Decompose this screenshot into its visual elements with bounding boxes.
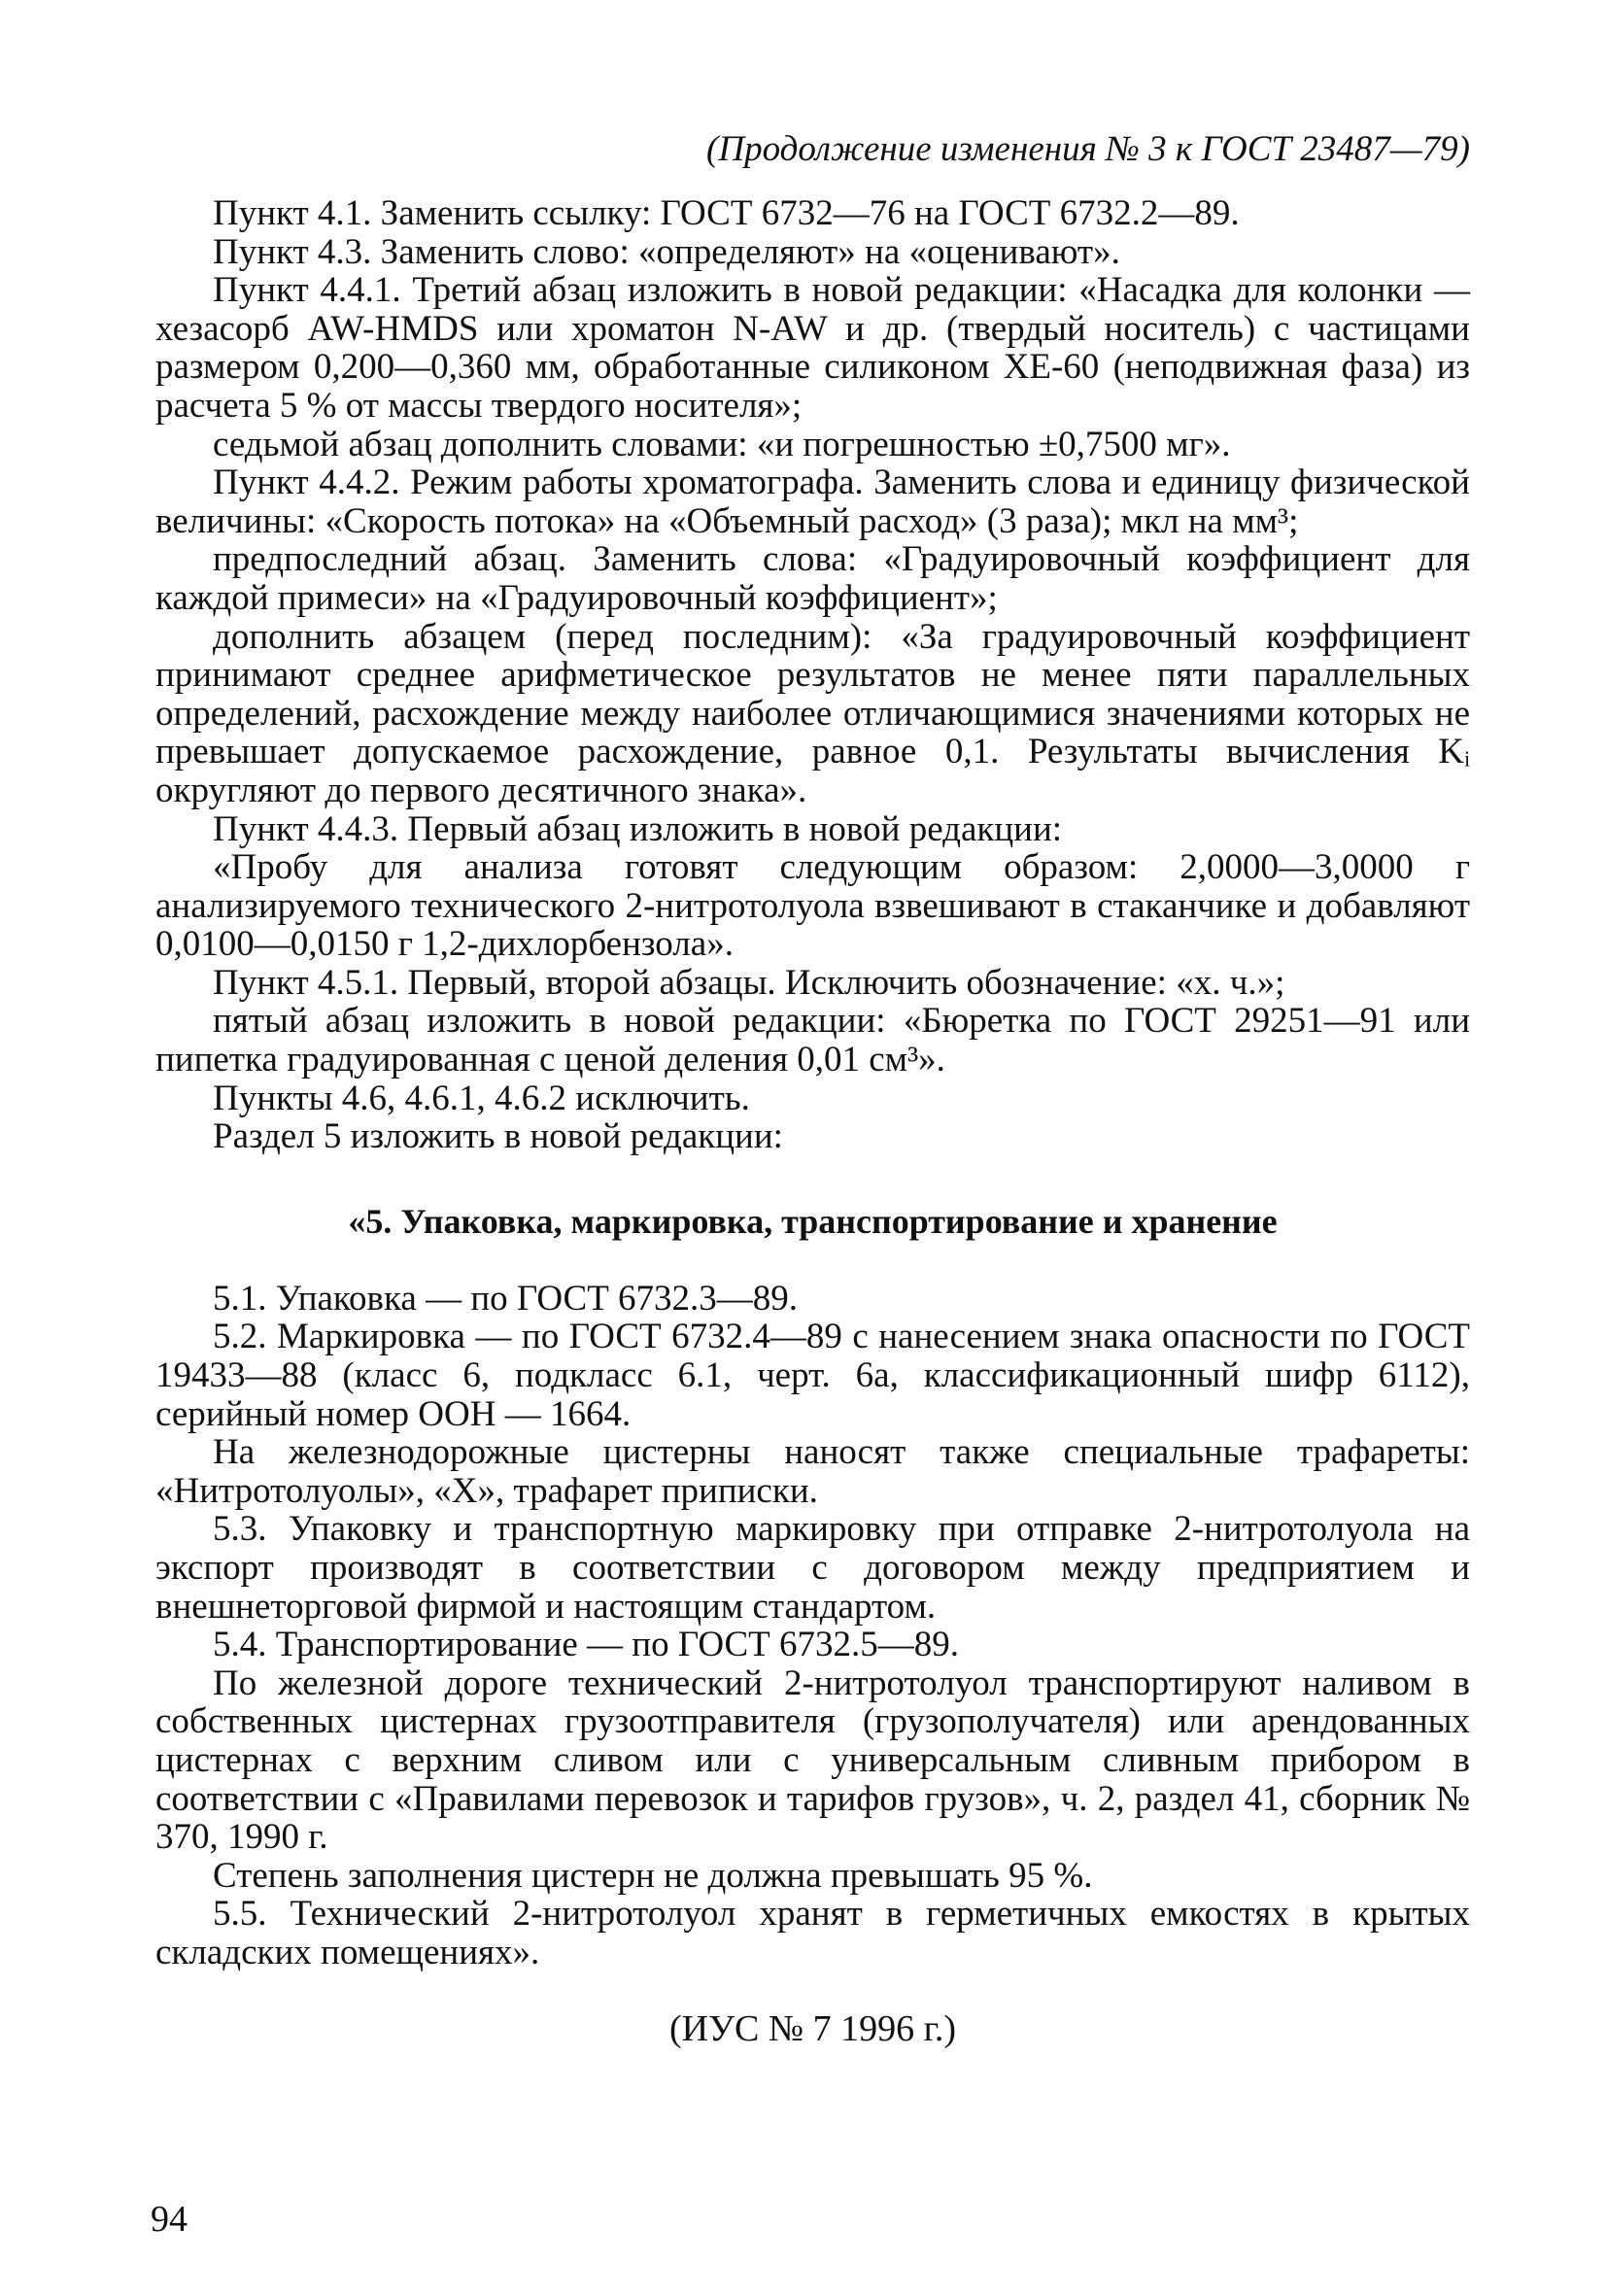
paragraph: Пункт 4.3. Заменить слово: «определяют» на «оценивают». [213,231,1120,272]
paragraph: седьмой абзац дополнить словами: «и погрешностью ±0,7500 мг». [213,424,1231,464]
paragraph: дополнить абзацем (перед последним): «За градуировочный коэффициент принимают среднее арифметическое результатов не менее пяти параллельных определений, расхождение между наиболее отличающимися значениями которых не превышает допускаемое расхождение, равное 0,1. Результаты вычисления Kᵢ округляют до первого десятичного знака». [155,616,1470,810]
paragraph: Пункт 4.4.1. Третий абзац изложить в новой редакции: «Насадка для колонки — хезасорб AW-HMDS или хроматон N-AW и др. (твердый носитель) с частицами размером 0,200—0,360 мм, обработанные силиконом ХЕ-60 (неподвижная фаза) из расчета 5 % от массы твердого носителя»; [155,270,1470,426]
paragraph: По железной дороге технический 2-нитротолуол транспортируют наливом в собственных цистернах грузоотправителя (грузополучателя) или арендованных цистернах с верхним сливом или с универсальным сливным прибором в соответствии с «Правилами перевозок и тарифов грузов», ч. 2, раздел 41, сборник № 370, 1990 г. [155,1662,1470,1858]
paragraph: предпоследний абзац. Заменить слова: «Градуировочный коэффициент для каждой примеси» на «Градуировочный коэффициент»; [155,539,1470,618]
paragraph: Пункт 4.1. Заменить ссылку: ГОСТ 6732—76 на ГОСТ 6732.2—89. [213,193,1240,233]
paragraph: 5.5. Технический 2-нитротолуол хранят в герметичных емкостях в крытых складских помещениях». [155,1894,1470,1972]
paragraph: Пункт 4.4.3. Первый абзац изложить в новой редакции: [213,808,1063,849]
section-heading: «5. Упаковка, маркировка, транспортирование и хранение [348,1201,1278,1241]
page-number: 94 [151,2199,188,2240]
paragraph: На железнодорожные цистерны наносят также специальные трафареты: «Нитротолуолы», «X», трафарет приписки. [155,1432,1470,1511]
paragraph: 5.2. Маркировка — по ГОСТ 6732.4—89 с нанесением знака опасности по ГОСТ 19433—88 (класс 6, подкласс 6.1, черт. 6а, классификационный шифр 6112), серийный номер ООН — 1664. [155,1317,1470,1434]
paragraph: 5.4. Транспортирование — по ГОСТ 6732.5—89. [213,1625,960,1665]
paragraph: Степень заполнения цистерн не должна превышать 95 %. [213,1855,1093,1896]
paragraph: 5.1. Упаковка — по ГОСТ 6732.3—89. [213,1278,799,1319]
ius-reference: (ИУС № 7 1996 г.) [668,2008,957,2049]
paragraph: Пункты 4.6, 4.6.1, 4.6.2 исключить. [213,1078,750,1118]
paragraph: Пункт 4.4.2. Режим работы хроматографа. Заменить слова и единицу физической величины: «Скорость потока» на «Объемный расход» (3 раза); мкл на мм³; [155,463,1470,541]
paragraph: Пункт 4.5.1. Первый, второй абзацы. Исключить обозначение: «х. ч.»; [213,962,1285,1003]
paragraph: 5.3. Упаковку и транспортную маркировку при отправке 2-нитротолуола на экспорт производят в соответствии с договором между предприятием и внешнеторговой фирмой и настоящим стандартом. [155,1509,1470,1627]
paragraph: «Пробу для анализа готовят следующим образом: 2,0000—3,0000 г анализируемого технического 2-нитротолуола взвешивают в стаканчике и добавляют 0,0100—0,0150 г 1,2-дихлорбензола». [155,847,1470,965]
document-body [155,194,1470,1972]
paragraph: пятый абзац изложить в новой редакции: «Бюретка по ГОСТ 29251—91 или пипетка градуированная с ценой деления 0,01 см³». [155,1001,1470,1080]
continuation-header: (Продолжение изменения № 3 к ГОСТ 23487—79) [706,129,1470,169]
paragraph: Раздел 5 изложить в новой редакции: [213,1116,783,1157]
